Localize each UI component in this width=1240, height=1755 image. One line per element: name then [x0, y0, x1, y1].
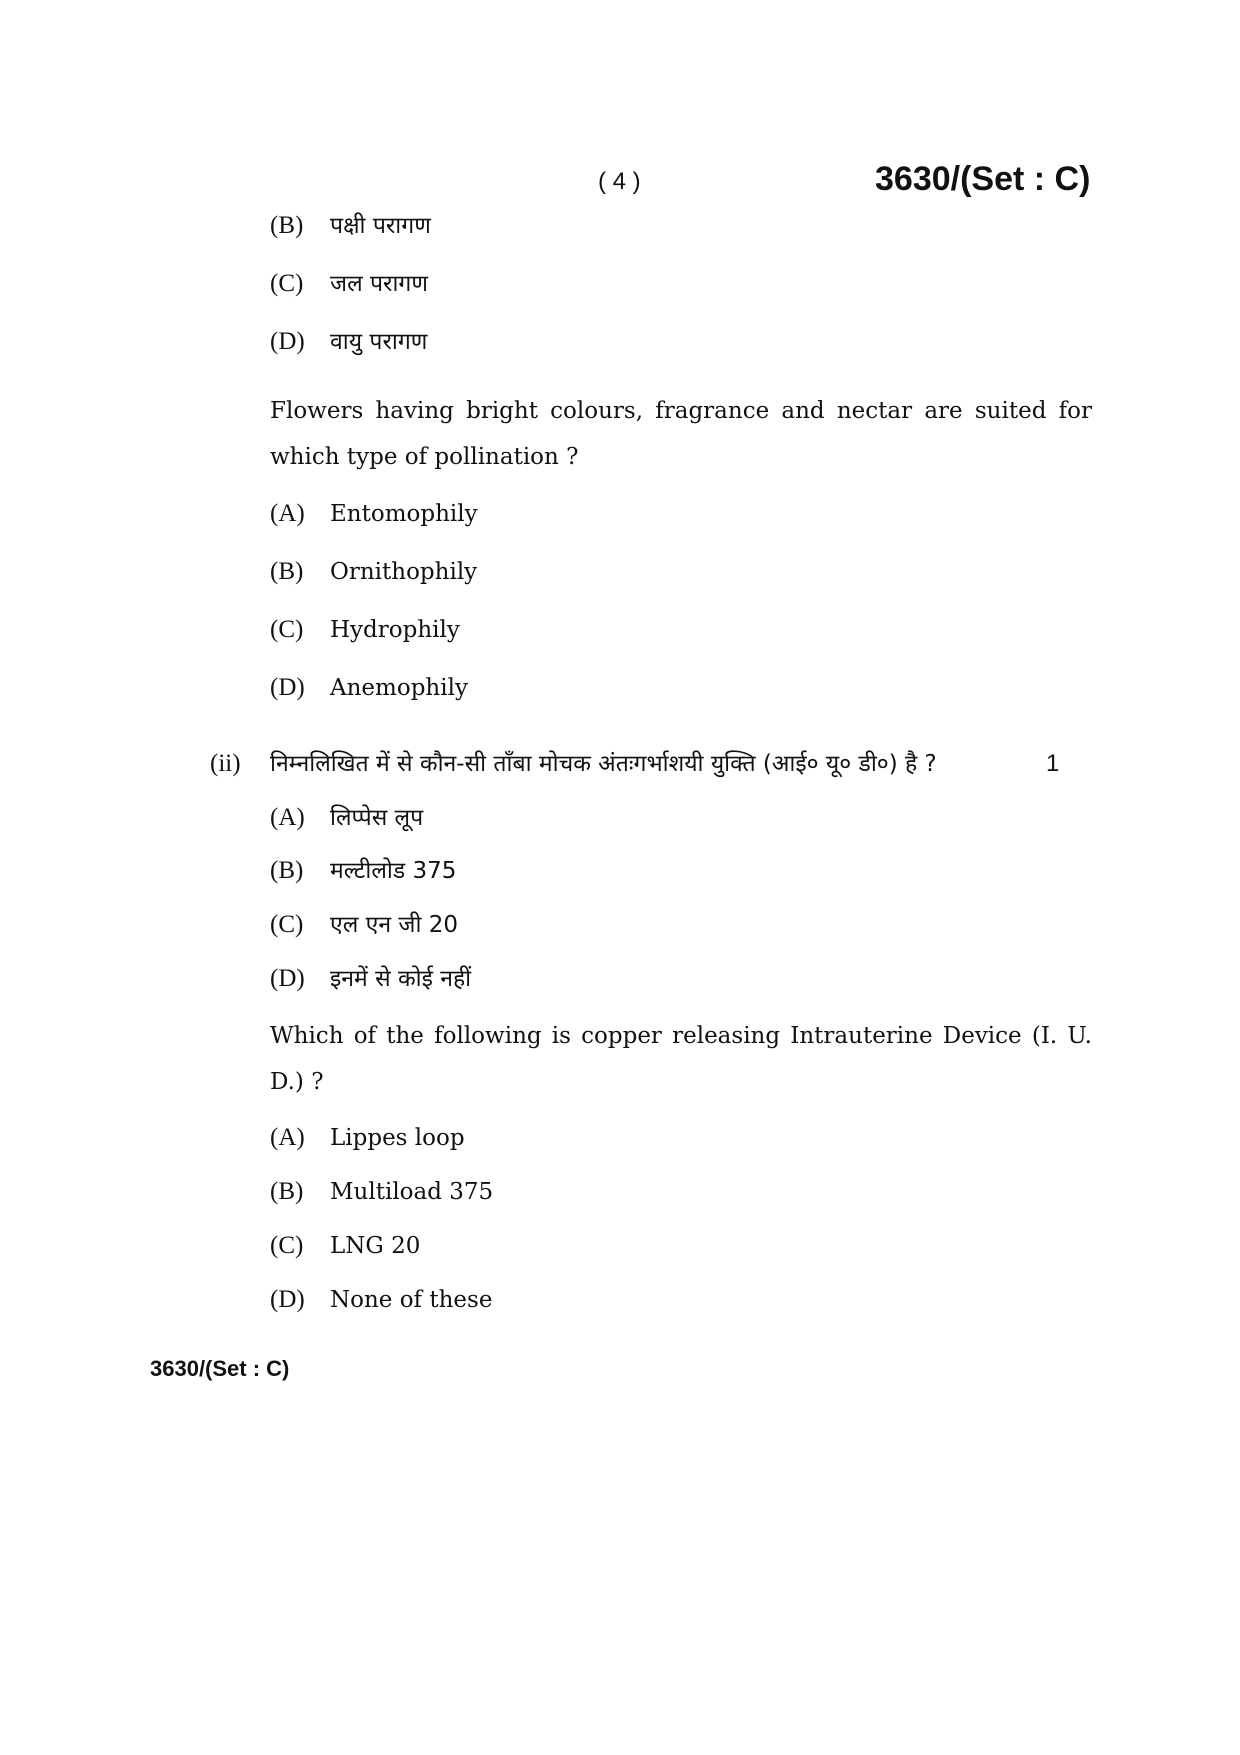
q2-english-option-d [270, 1286, 492, 1314]
option-letter: (A) [270, 500, 305, 527]
q2-hindi-question: निम्नलिखित में से कौन-सी ताँबा मोचक अंतःगर्भाशयी युक्ति (आई० यू० डी०) है ? [270, 751, 937, 777]
option-text: Ornithophily [330, 559, 478, 585]
option-text: Entomophily [330, 501, 478, 527]
option-text: पक्षी परागण [330, 213, 431, 239]
question-number: (ii) [210, 750, 241, 777]
q2-hindi-option-a [270, 800, 423, 832]
option-letter: (C) [270, 911, 304, 938]
option-text: None of these [330, 1287, 493, 1313]
option-text: Anemophily [330, 675, 468, 701]
option-letter: (D) [270, 965, 305, 992]
q2-english-option-c [270, 1232, 420, 1260]
page-number: ( 4 ) [598, 168, 641, 195]
q1-english-option-d [270, 674, 468, 702]
option-letter: (A) [270, 804, 305, 831]
option-letter: (B) [270, 857, 304, 884]
q1-hindi-option-c [270, 266, 428, 298]
q2-hindi-option-b [270, 853, 456, 885]
q2-english-option-a [270, 1124, 465, 1152]
q2-english-option-b [270, 1178, 493, 1206]
q1-english-option-a [270, 500, 478, 528]
option-letter: (B) [270, 212, 304, 239]
option-text: LNG 20 [330, 1233, 421, 1259]
option-letter: (B) [270, 558, 304, 585]
option-text: एल एन जी 20 [330, 912, 459, 938]
option-letter: (D) [270, 1286, 305, 1313]
option-letter: (B) [270, 1178, 304, 1205]
option-letter: (D) [270, 328, 305, 355]
q1-hindi-option-b [270, 208, 431, 240]
header-paper-code: 3630/(Set : C) [875, 160, 1091, 198]
option-text: मल्टीलोड 375 [330, 858, 457, 884]
option-text: इनमें से कोई नहीं [330, 966, 472, 992]
option-letter: (C) [270, 616, 304, 643]
footer-paper-code: 3630/(Set : C) [150, 1356, 290, 1381]
q1-english-question: Flowers having bright colours, fragrance and nectar are suited for which type of pollination ? [270, 398, 1092, 470]
q2-hindi-option-d [270, 961, 471, 993]
q1-hindi-option-d [270, 324, 427, 356]
option-text: Multiload 375 [330, 1179, 494, 1205]
option-letter: (D) [270, 674, 305, 701]
question-marks: 1 [1046, 750, 1060, 777]
option-text: लिप्पेस लूप [330, 805, 424, 831]
q1-english-option-b [270, 558, 477, 586]
option-letter: (C) [270, 270, 304, 297]
q2-english-question: Which of the following is copper releasing Intrauterine Device (I. U. D.) ? [270, 1023, 1092, 1095]
option-text: जल परागण [330, 271, 428, 297]
q2-hindi-option-c [270, 907, 458, 939]
option-letter: (C) [270, 1232, 304, 1259]
option-text: Lippes loop [330, 1125, 465, 1151]
q1-english-option-c [270, 616, 460, 644]
option-letter: (A) [270, 1124, 305, 1151]
option-text: Hydrophily [330, 617, 460, 643]
option-text: वायु परागण [330, 329, 428, 355]
